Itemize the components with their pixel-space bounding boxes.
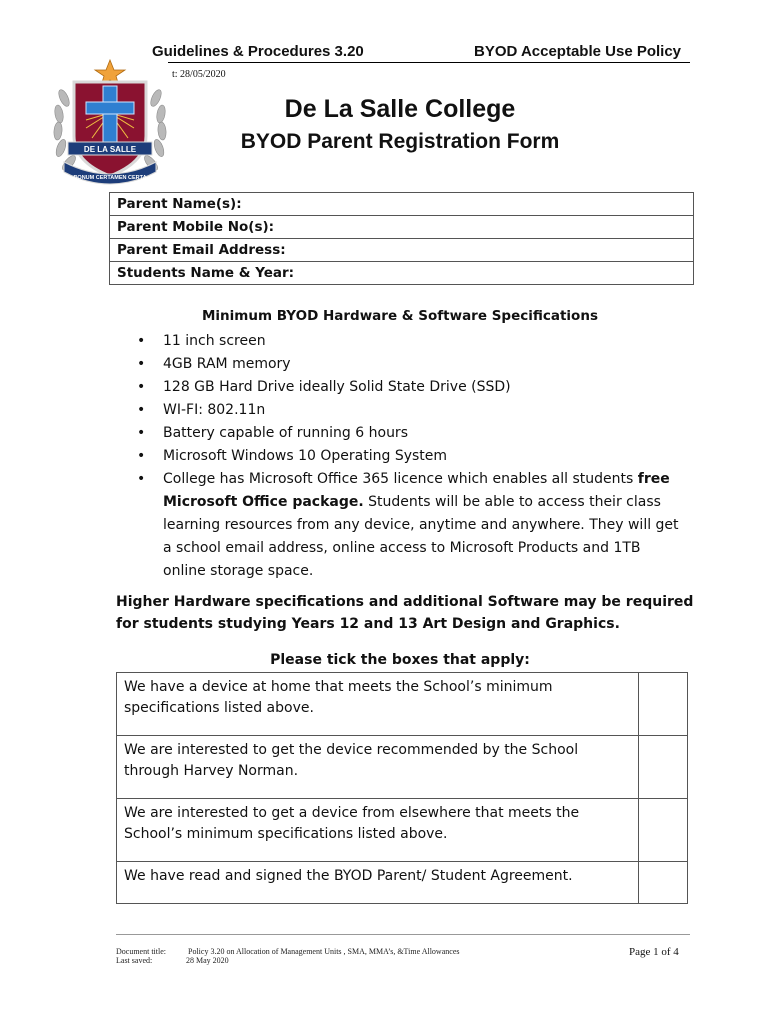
office-package-highlight: free Microsoft Office package. [163, 471, 670, 510]
header-policy-name: BYOD Acceptable Use Policy [474, 43, 682, 60]
header-doc-ref: Guidelines & Procedures 3.20 [152, 43, 364, 60]
specs-heading: Minimum BYOD Hardware & Software Specifications [202, 308, 598, 324]
parent-mobile-field[interactable]: Parent Mobile No(s): [110, 216, 694, 239]
list-item: • College has Microsoft Office 365 licence which enables all students free Microsoft Office package. Students will be able to access their class learning resources from any device, anytime and anywhere. They will get a school email address, online access to Microsoft Products and 1TB online storage space. [137, 468, 683, 583]
list-item: • 4GB RAM memory [137, 353, 697, 376]
footer-doc-title: Policy 3.20 on Allocation of Management Units , SMA, MMA’s, &Time Allowances [188, 947, 460, 956]
footer-doc-title-label: Document title: [116, 947, 166, 956]
form-title: BYOD Parent Registration Form [240, 130, 560, 153]
bullet-icon: • [137, 425, 146, 441]
parent-email-field[interactable]: Parent Email Address: [110, 239, 694, 262]
list-item: • 128 GB Hard Drive ideally Solid State Drive (SSD) [137, 376, 697, 399]
crest-banner-text: DE LA SALLE [83, 145, 137, 154]
bullet-icon: • [137, 379, 146, 395]
footer-divider [116, 934, 690, 935]
bullet-icon: • [137, 402, 146, 418]
tick-heading: Please tick the boxes that apply: [270, 652, 530, 668]
college-crest-logo [50, 58, 170, 190]
table-row [117, 862, 688, 904]
tick-option-label: We have a device at home that meets the School’s minimum specifications listed above. [117, 673, 639, 736]
bullet-icon: • [137, 356, 146, 372]
tick-option-label: We are interested to get the device recommended by the School through Harvey Norman. [117, 736, 639, 799]
tick-option-label: We are interested to get a device from elsewhere that meets the School’s minimum specifications listed above. [117, 799, 639, 862]
student-name-year-field[interactable]: Students Name & Year: [110, 262, 694, 285]
tick-checkbox[interactable] [639, 799, 688, 862]
parent-info-table [109, 192, 694, 285]
bullet-icon: • [137, 333, 146, 349]
page-number: Page 1 of 4 [629, 946, 679, 958]
tick-checkbox[interactable] [639, 862, 688, 904]
list-item: • Microsoft Windows 10 Operating System [137, 445, 697, 468]
list-item: • Battery capable of running 6 hours [137, 422, 697, 445]
parent-name-field[interactable]: Parent Name(s): [110, 193, 694, 216]
bullet-icon: • [137, 471, 146, 487]
table-row [117, 736, 688, 799]
tick-checkbox[interactable] [639, 673, 688, 736]
list-item: • WI-FI: 802.11n [137, 399, 697, 422]
table-row [117, 799, 688, 862]
table-row [117, 673, 688, 736]
tick-option-label: We have read and signed the BYOD Parent/ Student Agreement. [117, 862, 639, 904]
footer-last-saved: 28 May 2020 [186, 956, 229, 965]
specs-list [137, 330, 697, 583]
header-divider [168, 62, 690, 63]
tick-checkbox[interactable] [639, 736, 688, 799]
crest-motto-text: BONUM CERTAMEN CERTA [73, 175, 147, 181]
revision-date: t: 28/05/2020 [172, 69, 226, 80]
footer-last-saved-label: Last saved: [116, 956, 153, 965]
hardware-note: Higher Hardware specifications and additional Software may be required for students studying Years 12 and 13 Art Design and Graphics. [116, 594, 694, 632]
college-title: De La Salle College [284, 95, 516, 123]
tick-table [116, 672, 688, 904]
list-item: • 11 inch screen [137, 330, 697, 353]
bullet-icon: • [137, 448, 146, 464]
